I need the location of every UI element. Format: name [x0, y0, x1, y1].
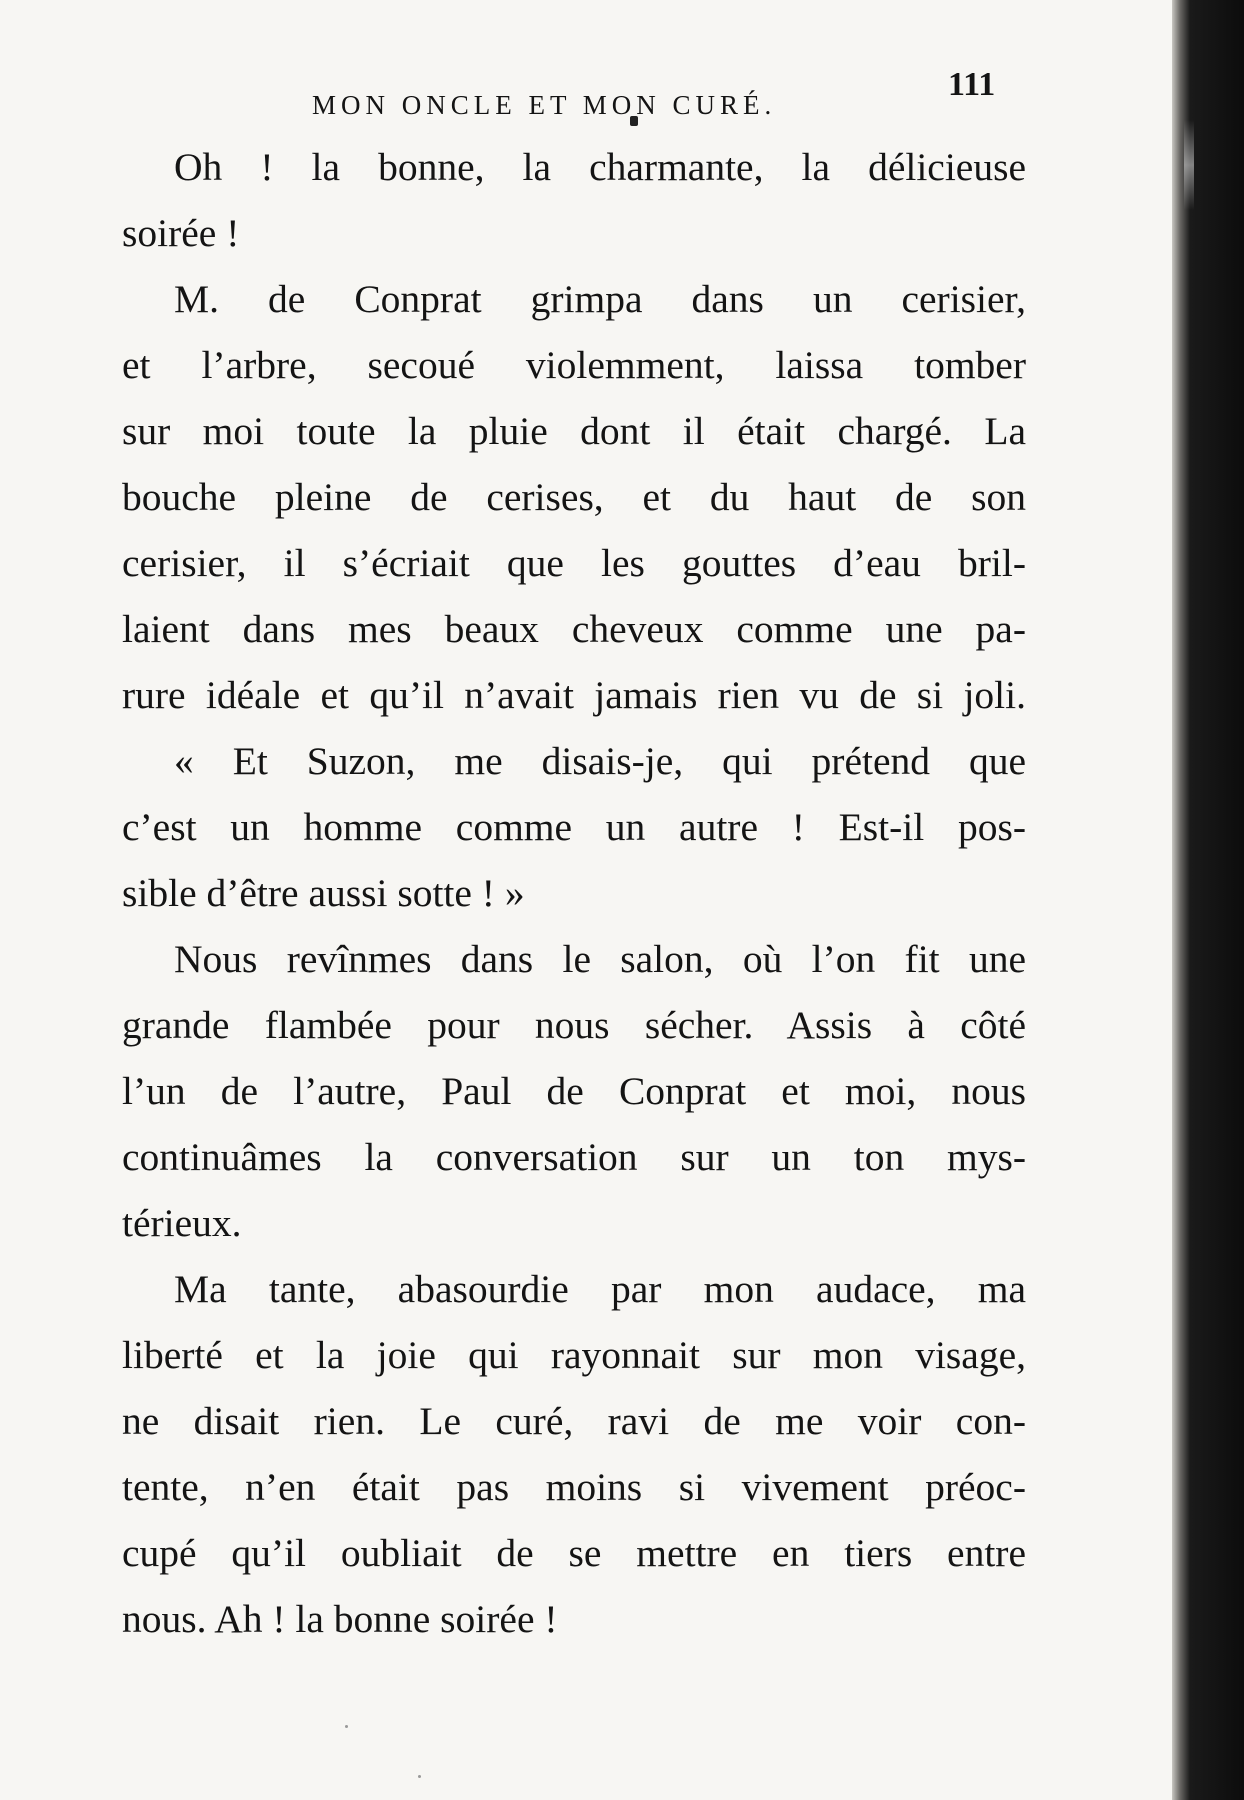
text-line: « Et Suzon, me disais-je, qui prétend que: [174, 739, 1026, 783]
text-line: nous. Ah ! la bonne soirée !: [122, 1597, 558, 1641]
text-line: liberté et la joie qui rayonnait sur mon visage,: [122, 1333, 1026, 1377]
page-header: [120, 66, 1020, 126]
text-line: cupé qu’il oubliait de se mettre en tiers entre: [122, 1531, 1026, 1575]
page-number: 111: [948, 66, 996, 103]
binding-edge: [1172, 0, 1244, 1800]
text-line: Ma tante, abasourdie par mon audace, ma: [174, 1267, 1026, 1311]
text-line: c’est un homme comme un autre ! Est-il pos-: [122, 805, 1026, 849]
running-title: MON ONCLE ET MON CURÉ.: [312, 90, 777, 120]
binding-speck: [1184, 120, 1194, 210]
text-line: tente, n’en était pas moins si vivement préoc-: [122, 1465, 1026, 1509]
text-line: Oh ! la bonne, la charmante, la délicieuse: [174, 145, 1026, 189]
text-line: Nous revînmes dans le salon, où l’on fit une: [174, 937, 1026, 981]
text-line: continuâmes la conversation sur un ton mys-: [122, 1135, 1026, 1179]
text-line: cerisier, il s’écriait que les gouttes d’eau bril-: [122, 541, 1026, 585]
text-line: rure idéale et qu’il n’avait jamais rien vu de si joli.: [122, 673, 1026, 717]
text-line: sur moi toute la pluie dont il était chargé. La: [122, 409, 1026, 453]
text-line: et l’arbre, secoué violemment, laissa tomber: [122, 343, 1026, 387]
text-line: ne disait rien. Le curé, ravi de me voir con-: [122, 1399, 1026, 1443]
text-line: soirée !: [122, 211, 240, 255]
text-line: M. de Conprat grimpa dans un cerisier,: [174, 277, 1026, 321]
text-line: bouche pleine de cerises, et du haut de son: [122, 475, 1026, 519]
paper-speck: [345, 1725, 348, 1728]
text-line: laient dans mes beaux cheveux comme une pa-: [122, 607, 1026, 651]
text-line: sible d’être aussi sotte ! »: [122, 871, 525, 915]
text-line: grande flambée pour nous sécher. Assis à côté: [122, 1003, 1026, 1047]
text-line: térieux.: [122, 1201, 242, 1245]
text-line: l’un de l’autre, Paul de Conprat et moi, nous: [122, 1069, 1026, 1113]
paper-speck: [418, 1775, 421, 1778]
body-text: [122, 134, 1026, 1652]
